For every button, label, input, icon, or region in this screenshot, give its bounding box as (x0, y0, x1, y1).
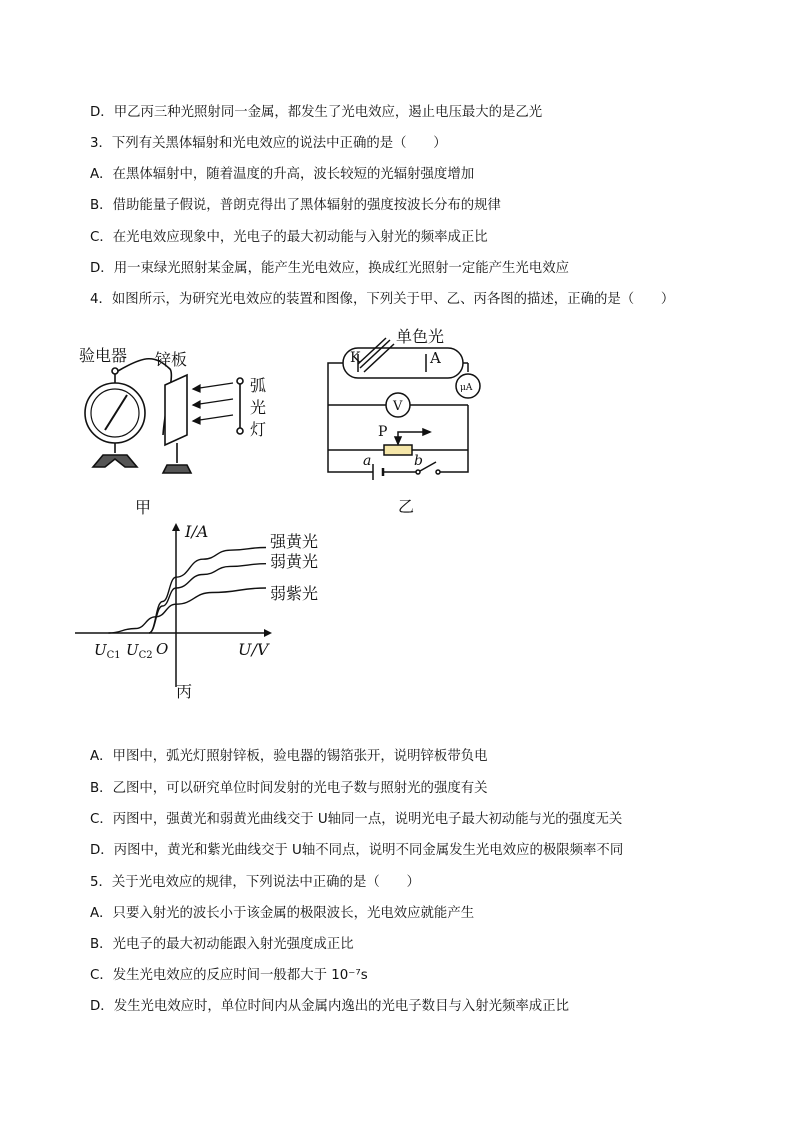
arc-lamp (237, 378, 243, 434)
cathode-label: K (350, 350, 361, 366)
q4-option-b: B．乙图中，可以研究单位时间发射的光电子数与照射光的强度有关 (90, 781, 488, 796)
light-rays (193, 383, 233, 424)
q3-option-d: D．用一束绿光照射某金属，能产生光电效应，换成红光照射一定能产生光电效应 (90, 261, 569, 276)
x-axis (75, 629, 272, 637)
electroscope (85, 359, 171, 467)
lamp-label-1: 弧 (250, 376, 267, 395)
tick-uc2: $U_{C2}$ (126, 641, 153, 661)
q4-stem: 4．如图所示，为研究光电效应的装置和图像，下列关于甲、乙、丙各图的描述，正确的是（ ） (90, 292, 675, 307)
figure-bing-chart (70, 515, 340, 705)
legend-strong-yellow: 强黄光 (270, 532, 319, 551)
q5-option-a: A．只要入射光的波长小于该金属的极限波长，光电效应就能产生 (90, 906, 475, 921)
q3-option-b: B．借助能量子假说，普朗克得出了黑体辐射的强度按波长分布的规律 (90, 198, 501, 213)
q5-option-c: C．发生光电效应的反应时间一般都大于 10⁻⁷s (90, 968, 368, 983)
q4-option-d: D．丙图中，黄光和紫光曲线交于 U轴不同点，说明不同金属发生光电效应的极限频率不同 (90, 843, 624, 858)
zinc-plate (163, 375, 191, 473)
ammeter-label: μA (460, 383, 473, 393)
figure-jia (75, 335, 275, 520)
y-axis-label: I/A (185, 522, 209, 541)
q5-option-b: B．光电子的最大初动能跟入射光强度成正比 (90, 937, 354, 952)
q3-stem: 3．下列有关黑体辐射和光电效应的说法中正确的是（ ） (90, 136, 447, 151)
electroscope-label: 验电器 (79, 346, 128, 365)
tick-origin: O (156, 640, 169, 658)
slider-label: P (378, 424, 388, 440)
photoelectric-tube (343, 348, 463, 378)
weak-violet-curve (109, 588, 267, 633)
q5-option-d: D．发生光电效应时，单位时间内从金属内逸出的光电子数目与入射光频率成正比 (90, 999, 569, 1014)
legend-weak-violet: 弱紫光 (270, 584, 319, 603)
q5-stem: 5．关于光电效应的规律，下列说法中正确的是（ ） (90, 875, 420, 890)
q3-option-a: A．在黑体辐射中，随着温度的升高，波长较短的光辐射强度增加 (90, 167, 475, 182)
q3-option-c: C．在光电效应现象中，光电子的最大初动能与入射光的频率成正比 (90, 230, 488, 245)
x-axis-label: U/V (238, 640, 269, 659)
lamp-label-3: 灯 (250, 420, 267, 439)
figure-jia-caption: 甲 (135, 498, 152, 517)
monochromatic-light-label: 单色光 (396, 327, 445, 346)
figure-yi-caption: 乙 (398, 497, 415, 516)
figure-yi (318, 320, 493, 520)
q4-option-c: C．丙图中，强黄光和弱黄光曲线交于 U轴同一点，说明光电子最大初动能与光的强度无关 (90, 812, 623, 827)
point-a-label: a (363, 453, 372, 469)
anode-label: A (430, 349, 441, 367)
rheostat (384, 445, 412, 455)
strong-yellow-curve (149, 548, 266, 634)
q4-option-a: A．甲图中，弧光灯照射锌板，验电器的锡箔张开，说明锌板带负电 (90, 749, 488, 764)
figure-bing-caption: 丙 (176, 682, 193, 701)
zinc-plate-label: 锌板 (155, 350, 188, 369)
point-b-label: b (414, 453, 423, 469)
tick-uc1: $U_{C1}$ (94, 641, 121, 661)
q2-option-d: D．甲乙丙三种光照射同一金属，都发生了光电效应，遏止电压最大的是乙光 (90, 105, 543, 120)
legend-weak-yellow: 弱黄光 (270, 552, 319, 571)
lamp-label-2: 光 (250, 398, 267, 417)
voltmeter-label: V (393, 399, 403, 414)
